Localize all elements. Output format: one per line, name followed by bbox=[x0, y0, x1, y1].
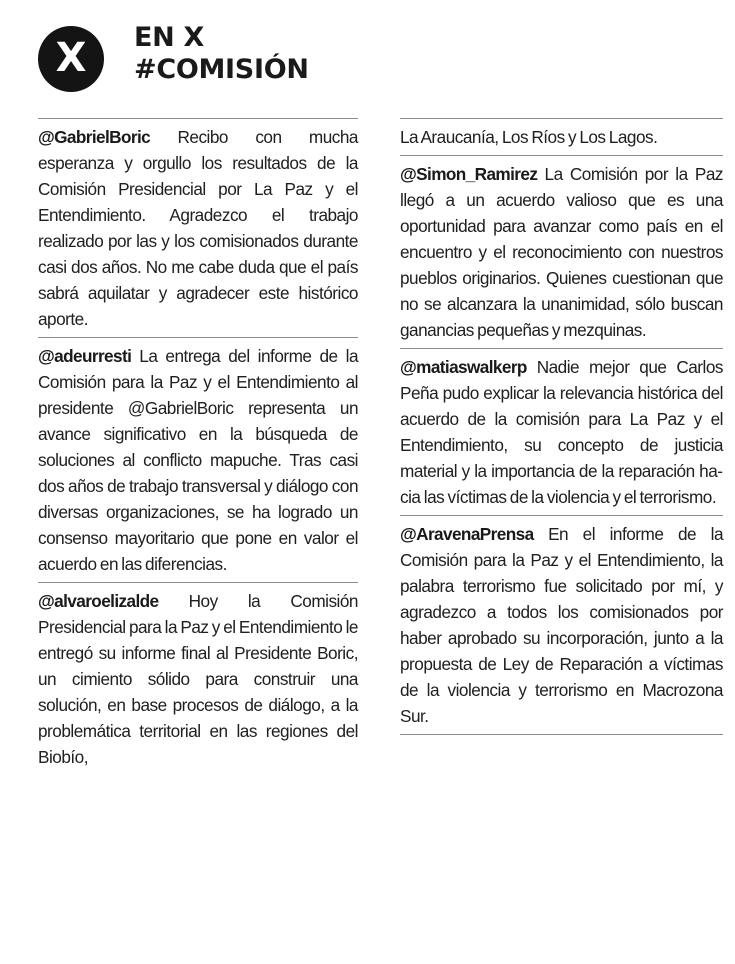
tweet-text: La entrega del informe de la Comisión para la Paz y el Entendimiento al presidente @GabrielBoric representa un avance significativo en la búsqueda de soluciones al conflicto mapuche. Tras casi dos años de trabajo transversal y diálogo con diversas organizaciones, se ha logrado un consenso mayoritario que pone en valor el acuerdo en las diferencias. bbox=[38, 346, 358, 574]
divider bbox=[38, 118, 358, 119]
tweet-text: Hoy la Comisión Presidencial para la Paz y el Entendimiento le entregó su informe final al Presidente Boric, un cimiento sólido para construir una solución, en base procesos de diálogo, a la problemática territorial en las regiones del Biobío, bbox=[38, 591, 358, 767]
tweet-matiaswalkerp bbox=[400, 354, 723, 510]
tweet-handle[interactable]: @Simon_Ramirez bbox=[400, 164, 538, 184]
tweet-text: En el informe de la Comisión para la Paz y el Entendimiento, la palabra terrorismo fue solicitado por mí, y agradezco a todos los comisionados por haber aprobado su incorporación, junto a la propuesta de Ley de Reparación a víctimas de la violencia y terrorismo en Macrozona Sur. bbox=[400, 524, 724, 726]
tweet-handle[interactable]: @adeurresti bbox=[38, 346, 132, 366]
divider bbox=[400, 118, 723, 119]
tweet-aravenaprensa bbox=[400, 521, 723, 729]
divider bbox=[400, 734, 723, 735]
tweet-handle[interactable]: @GabrielBoric bbox=[38, 127, 151, 147]
x-logo-icon bbox=[38, 26, 104, 92]
divider bbox=[400, 155, 723, 156]
tweet-alvaroelizalde bbox=[38, 588, 358, 770]
divider bbox=[38, 582, 358, 583]
divider bbox=[400, 515, 723, 516]
title-line-1: EN X bbox=[134, 22, 205, 53]
title-line-2: #COMISIÓN bbox=[134, 54, 309, 85]
x-logo-letter: X bbox=[55, 35, 87, 81]
tweet-handle[interactable]: @AravenaPrensa bbox=[400, 524, 534, 544]
tweet-continuation: La Araucanía, Los Ríos y Los Lagos. bbox=[400, 127, 658, 147]
tweet-adeurresti bbox=[38, 343, 358, 577]
tweet-handle[interactable]: @alvaroelizalde bbox=[38, 591, 159, 611]
tweet-simon-ramirez bbox=[400, 161, 723, 343]
left-column bbox=[38, 118, 358, 770]
divider bbox=[38, 337, 358, 338]
tweet-gabrielboric bbox=[38, 124, 358, 332]
tweet-text: La Comisión por la Paz llegó a un acuerdo valioso que es una oportunidad para avanzar como país en el encuentro y el reconocimiento con nuestros pueblos originarios. Quienes cuestionan que no se alcanzara la unanimidad, sólo buscan ganancias pequeñas y mezquinas. bbox=[400, 164, 723, 340]
divider bbox=[400, 348, 723, 349]
right-column bbox=[400, 118, 723, 740]
section-title bbox=[134, 22, 454, 86]
tweet-handle[interactable]: @matiaswalkerp bbox=[400, 357, 527, 377]
tweet-text: Recibo con mucha esperanza y orgullo los resultados de la Comisión Presidencial por La Paz y el Entendimiento. Agradezco el trabajo realizado por las y los comisionados durante casi dos años. No me cabe duda que el país sabrá aquilatar y agradecer este histórico aporte. bbox=[38, 127, 358, 329]
tweet-text: Nadie mejor que Carlos Peña pudo explicar la relevancia histórica del acuerdo de la comisión para La Paz y el Entendimiento, su concepto de justicia material y la importancia de la reparación hacia las víctimas de la violencia y el terrorismo. bbox=[400, 357, 723, 507]
